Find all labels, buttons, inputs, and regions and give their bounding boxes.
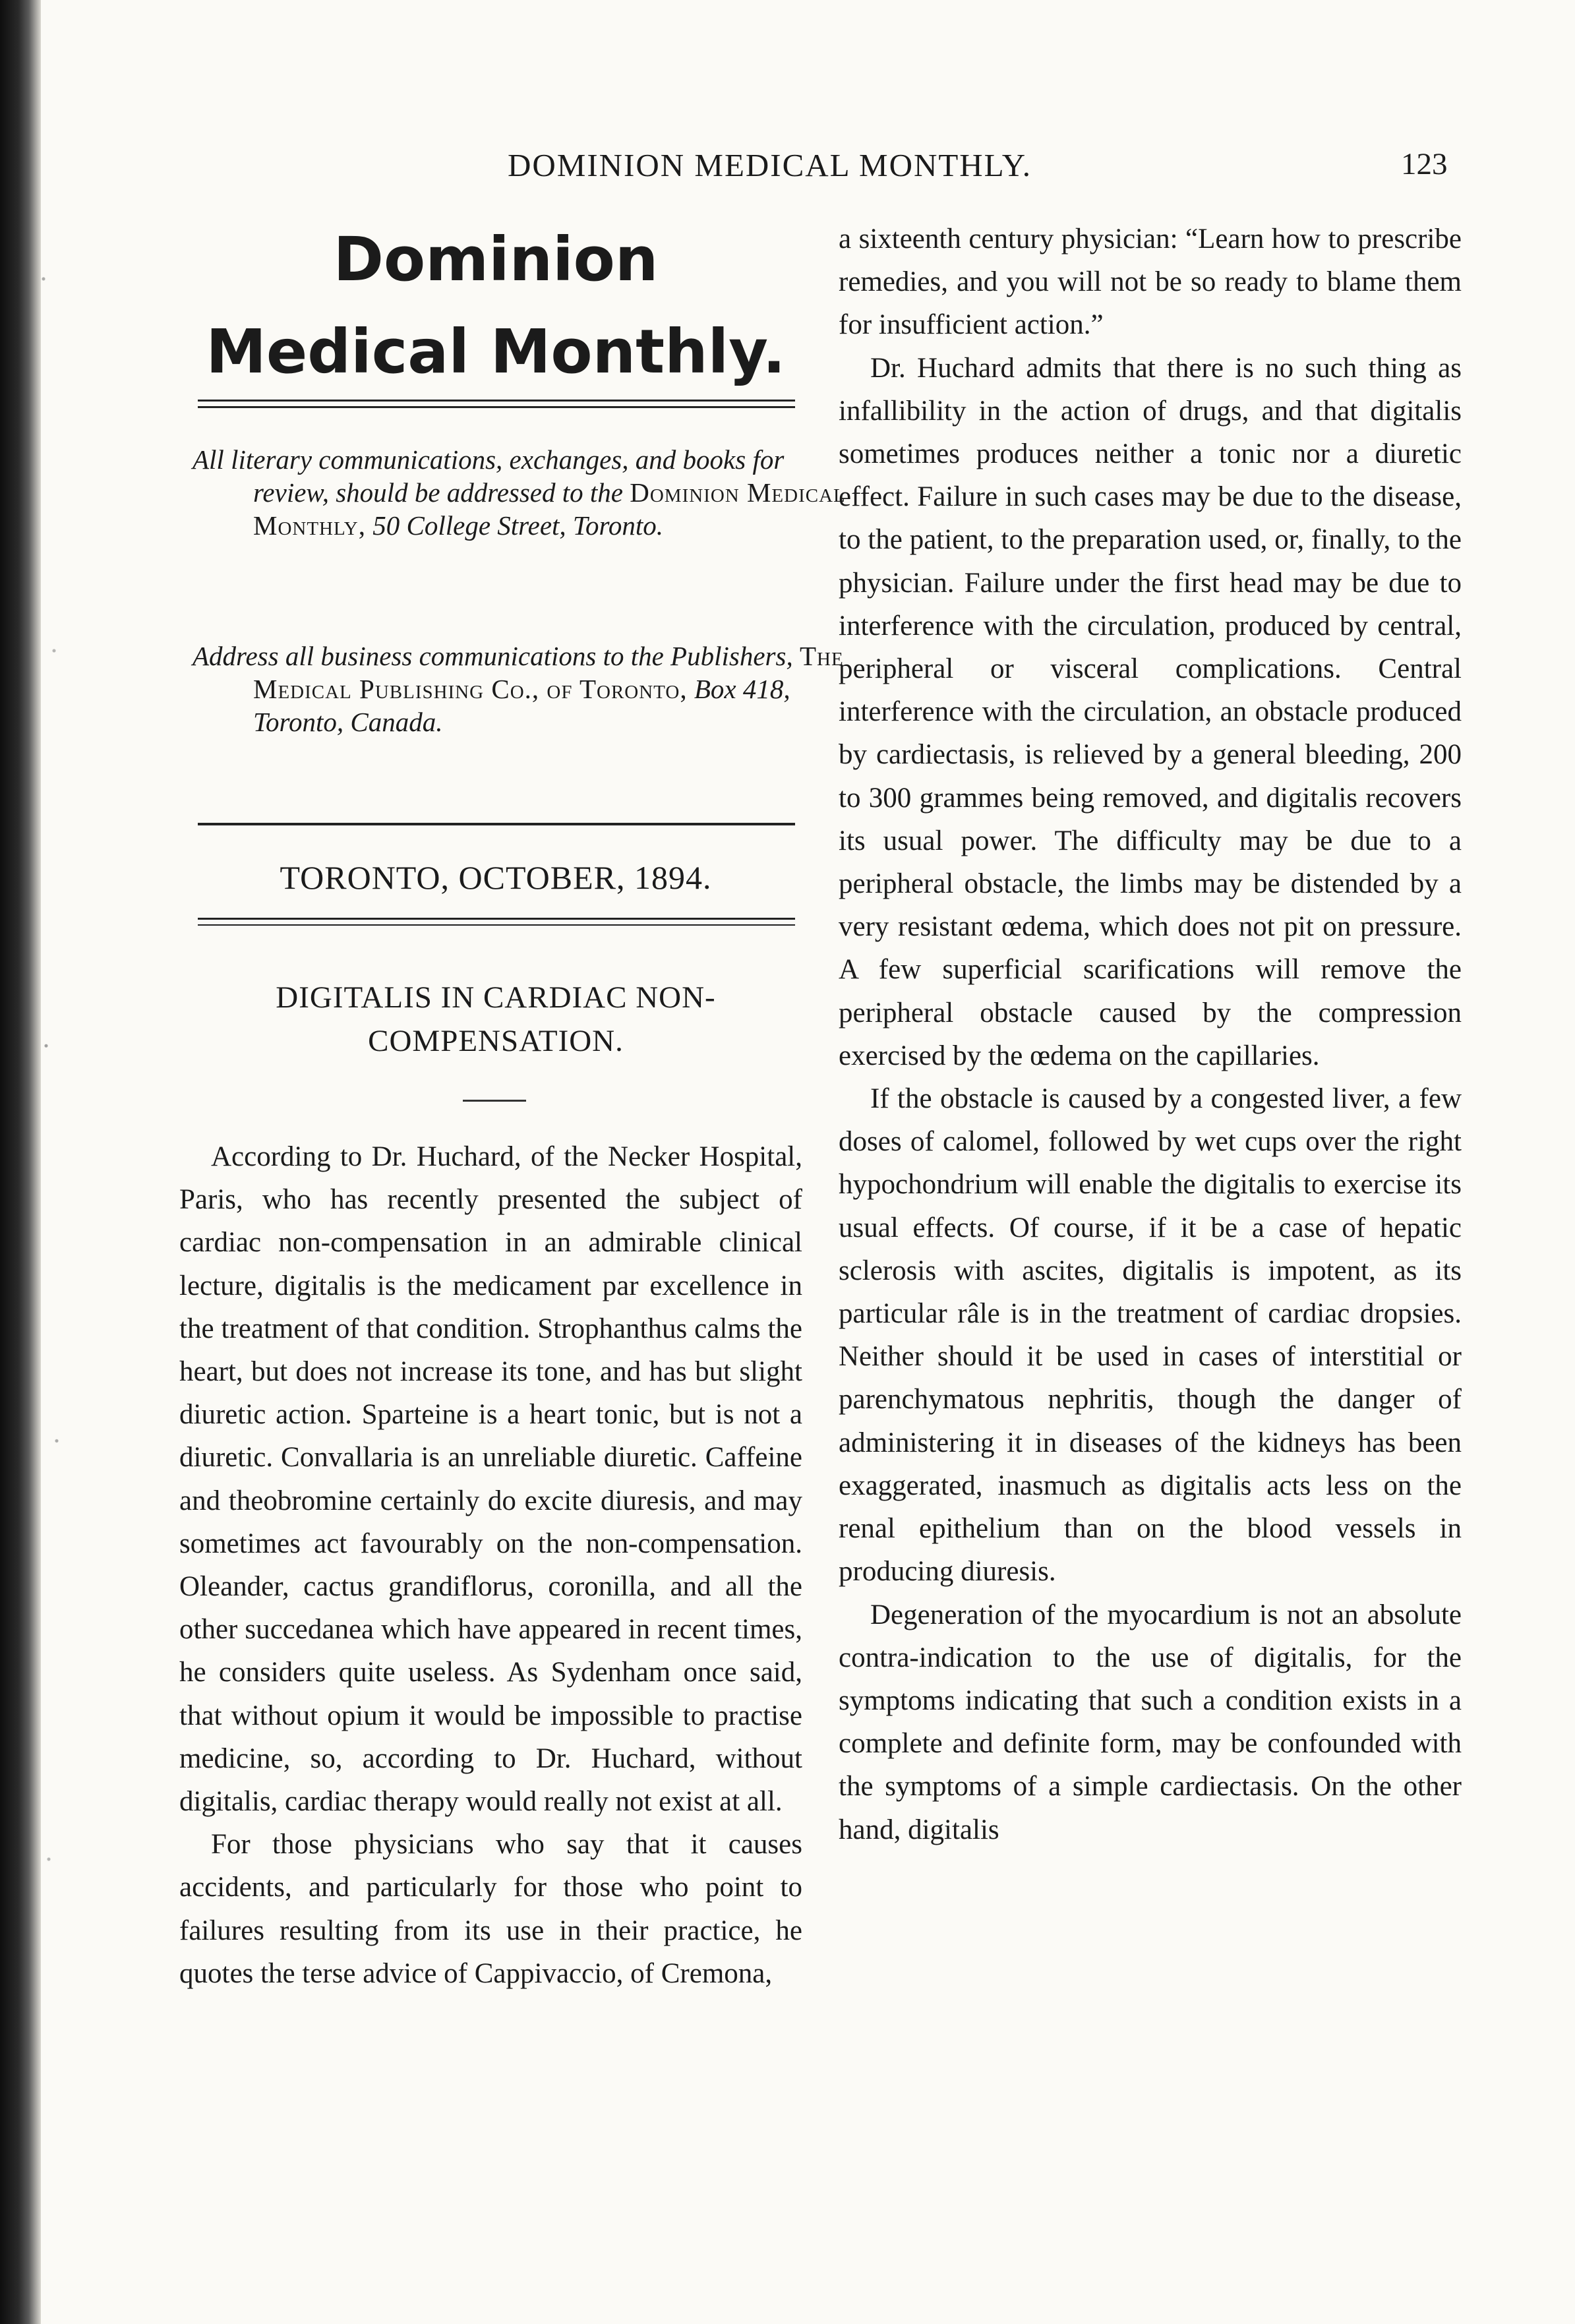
right-column <box>839 218 1462 1851</box>
masthead-line-2: Medical Monthly. <box>206 316 786 387</box>
masthead-rule-bottom <box>198 406 795 408</box>
running-head-title: DOMINION MEDICAL MONTHLY. <box>508 147 1032 183</box>
business-notice-publisher: The Medical Publishing Co., of Toronto, <box>253 641 844 704</box>
literary-notice-address: 50 College Street, Toronto. <box>372 510 664 541</box>
paragraph: According to Dr. Huchard, of the Necker Hospital, Paris, who has recently presented the subject of cardiac non-compensation in an admirable clinical lecture, digitalis is the medicament par excellence in the treatment of that condition. Strophanthus calms the heart, but does not increase its tone, and has but slight diuretic action. Sparteine is a heart tonic, but is not a diuretic. Convallaria is an unreliable diuretic. Caffeine and theobromine certainly do excite diuresis, and may sometimes act favourably on the non-compensation. Oleander, cactus grandiflorus, coronilla, and all the other succedanea which have appeared in recent times, he considers quite useless. As Sydenham once said, that without opium it would be impossible to practise medicine, so, according to Dr. Huchard, without digitalis, cardiac therapy would really not exist at all. <box>179 1141 802 1818</box>
business-notice <box>193 640 866 738</box>
dateline-rule-bottom-1 <box>198 918 795 920</box>
dateline: TORONTO, OCTOBER, 1894. <box>280 859 712 896</box>
binding-speckle <box>38 0 65 2324</box>
dateline-rule-top <box>198 823 795 825</box>
paragraph: Degeneration of the myocardium is not an absolute contra-indication to the use of digitalis, for the symptoms indicating that such a condition exists in a complete and definite form, may be confounded with the symptoms of a simple cardiectasis. On the other hand, digitalis <box>839 1599 1462 1845</box>
literary-notice <box>193 443 866 542</box>
business-notice-intro: Address all business communications to the Publishers, <box>193 641 793 671</box>
article-title <box>186 976 806 1063</box>
literary-notice-journal: Dominion Medical Monthly, <box>253 477 846 541</box>
paragraph: If the obstacle is caused by a congested liver, a few doses of calomel, followed by wet cups over the right hypochondrium will enable the digitalis to exercise its usual effects. Of course, if it be a case of hepatic sclerosis with ascites, digitalis is impotent, as its particular râle is in the treatment of cardiac dropsies. Neither should it be used in cases of interstitial or parenchymatous nephritis, though the danger of administering it in diseases of the kidneys has been exaggerated, inasmuch as digitalis acts less on the renal epithelium than on the blood vessels in producing diuresis. <box>839 1083 1462 1588</box>
page-number: 123 <box>1401 147 1448 181</box>
masthead-line-1: Dominion <box>333 224 659 295</box>
paragraph-continued: a sixteenth century physician: “Learn how to prescribe remedies, and you will not be so ready to blame them for insufficient action.” <box>839 223 1462 341</box>
page-binding-edge <box>0 0 41 2324</box>
paragraph: Dr. Huchard admits that there is no such thing as infallibility in the action of drugs, and that digitalis sometimes produces neither a tonic nor a diuretic effect. Failure in such cases may be due to the disease, to the patient, to the preparation used, or, finally, to the physician. Failure under the first head may be due to interference with the circulation, produced by central, peripheral or visceral complications. Central interference with the circulation, an obstacle produced by cardiectasis, is relieved by a general bleeding, 200 to 300 grammes being removed, and digitalis recovers its usual power. The difficulty may be due to a peripheral obstacle, the limbs may be distended by a very resistant œdema, which does not pit on pressure. A few superficial scarifications will remove the peripheral obstacle caused by the compression exercised by the œdema on the capillaries. <box>839 352 1462 1071</box>
left-column <box>179 1135 802 1995</box>
dateline-rule-bottom-2 <box>198 924 795 926</box>
article-title-line-2: COMPENSATION. <box>368 1024 624 1058</box>
masthead-rule-top <box>198 400 795 402</box>
title-short-rule <box>463 1100 526 1102</box>
business-notice-address: Box 418, Toronto, Canada. <box>253 674 790 737</box>
article-title-line-1: DIGITALIS IN CARDIAC NON- <box>276 980 716 1015</box>
literary-notice-intro: All literary communications, exchanges, and books for review, should be addressed to the <box>193 444 785 508</box>
paragraph: For those physicians who say that it causes accidents, and particularly for those who point to failures resulting from its use in their practice, he quotes the terse advice of Cappivaccio, of Cremona, <box>179 1829 802 1989</box>
